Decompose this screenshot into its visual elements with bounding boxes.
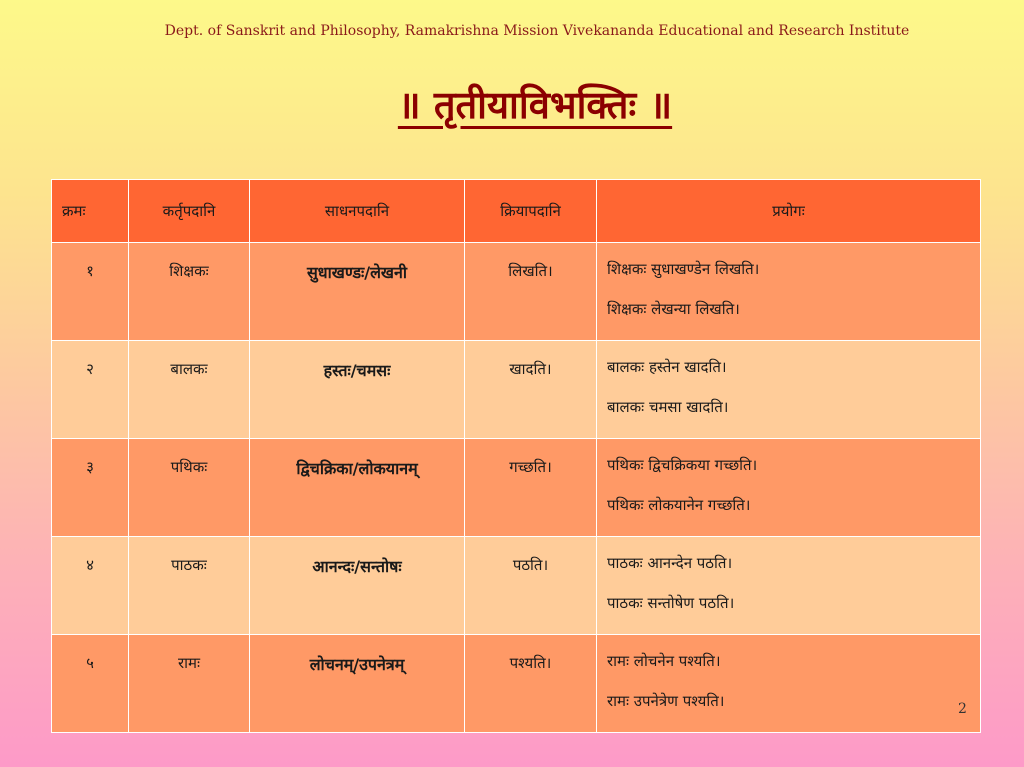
cell-usage [597,439,981,537]
cell-verb: पठति। [465,537,597,635]
column-header-number: क्रमः [52,180,129,243]
table-row [52,635,981,733]
vibhakti-table [51,179,981,733]
usage-sentence: पथिकः द्विचक्रिकया गच्छति। [607,456,758,474]
cell-tools: आनन्दः/सन्तोषः [250,537,465,635]
usage-sentence: शिक्षकः लेखन्या लिखति। [607,300,740,318]
cell-verb: गच्छति। [465,439,597,537]
cell-number: १ [52,243,129,341]
cell-agent: पथिकः [129,439,250,537]
column-header-agent: कर्तृपदानि [129,180,250,243]
cell-verb: पश्यति। [465,635,597,733]
usage-sentence: रामः उपनेत्रेण पश्यति। [607,692,725,710]
cell-usage [597,537,981,635]
cell-agent: रामः [129,635,250,733]
cell-usage [597,635,981,733]
cell-agent: पाठकः [129,537,250,635]
cell-number: २ [52,341,129,439]
cell-verb: लिखति। [465,243,597,341]
table-row [52,537,981,635]
usage-sentence: शिक्षकः सुधाखण्डेन लिखति। [607,260,760,278]
cell-agent: शिक्षकः [129,243,250,341]
cell-verb: खादति। [465,341,597,439]
institute-header: Dept. of Sanskrit and Philosophy, Ramakrishna Mission Vivekananda Educational and Research Institute [164,23,910,39]
usage-sentence: रामः लोचनेन पश्यति। [607,652,721,670]
cell-usage [597,243,981,341]
table-header-row [52,180,981,243]
cell-tools: सुधाखण्डः/लेखनी [250,243,465,341]
usage-sentence: पथिकः लोकयानेन गच्छति। [607,496,751,514]
usage-sentence: बालकः हस्तेन खादति। [607,358,727,376]
cell-usage [597,341,981,439]
cell-tools: हस्तः/चमसः [250,341,465,439]
cell-agent: बालकः [129,341,250,439]
column-header-tools: साधनपदानि [250,180,465,243]
usage-sentence: पाठकः आनन्देन पठति। [607,554,733,572]
cell-tools: लोचनम्/उपनेत्रम् [250,635,465,733]
slide-title-text: ॥ तृतीयाविभक्तिः ॥ [397,83,673,127]
cell-tools: द्विचक्रिका/लोकयानम् [250,439,465,537]
table-row [52,243,981,341]
cell-number: ५ [52,635,129,733]
slide-title [0,78,1024,130]
cell-number: ४ [52,537,129,635]
usage-sentence: पाठकः सन्तोषेण पठति। [607,594,735,612]
page-number: 2 [958,701,967,717]
usage-sentence: बालकः चमसा खादति। [607,398,729,416]
column-header-usage: प्रयोगः [597,180,981,243]
cell-number: ३ [52,439,129,537]
table-row [52,341,981,439]
column-header-verb: क्रियापदानि [465,180,597,243]
table-row [52,439,981,537]
